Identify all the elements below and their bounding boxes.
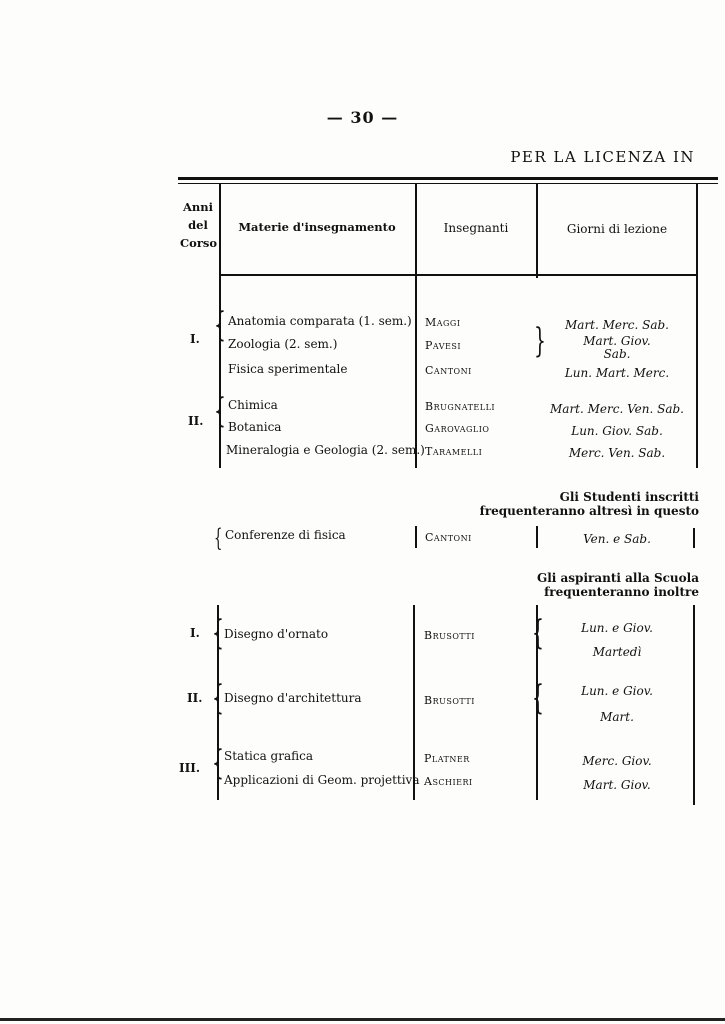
- brace: {: [214, 524, 223, 552]
- days: Mart. Merc. Ven. Sab.: [550, 402, 684, 416]
- header-years: Anni del Corso: [180, 200, 218, 250]
- days: Mart. Giov.: [583, 778, 651, 792]
- days: Lun. e Giov.: [581, 684, 653, 698]
- top-rule-thin: [178, 183, 718, 184]
- days: Mart. Merc. Sab.: [565, 318, 669, 332]
- teacher: Garovaglio: [425, 422, 490, 435]
- brace: {: [214, 305, 226, 345]
- year-label: III.: [179, 761, 201, 775]
- subject: Zoologia (2. sem.): [228, 337, 338, 351]
- days: Martedì: [592, 645, 642, 659]
- header-rule: [221, 274, 696, 276]
- teacher: Platner: [424, 752, 470, 765]
- year-label: II.: [187, 691, 203, 705]
- teacher: Brugnatelli: [425, 400, 496, 413]
- col-divider: [536, 526, 538, 548]
- col-divider: [536, 183, 538, 278]
- col-divider: [415, 526, 417, 548]
- days: Lun. Giov. Sab.: [571, 424, 663, 438]
- col-divider: [413, 605, 415, 800]
- brace: {: [532, 613, 544, 653]
- brace: {: [214, 391, 226, 431]
- subject: Statica grafica: [224, 749, 313, 763]
- teacher: Brusotti: [424, 629, 475, 642]
- teacher: Brusotti: [424, 694, 475, 707]
- brace: {: [212, 678, 224, 718]
- col-divider: [696, 183, 698, 278]
- subject: Botanica: [228, 420, 282, 434]
- col-divider: [415, 183, 417, 278]
- days: Mart. Giov.: [583, 334, 651, 348]
- page-number: — 30 —: [326, 108, 399, 127]
- brace: {: [212, 743, 224, 783]
- brace: }: [534, 321, 546, 361]
- days: Lun. Mart. Merc.: [564, 366, 670, 380]
- subject: Disegno d'ornato: [224, 627, 329, 641]
- col-divider: [696, 278, 698, 468]
- subject: Conferenze di fisica: [225, 528, 346, 542]
- days: Merc. Ven. Sab.: [568, 446, 666, 460]
- days: Mart.: [600, 710, 634, 724]
- scan-edge: [0, 1018, 725, 1021]
- note-line: frequenteranno inoltre: [544, 585, 699, 599]
- teacher: Cantoni: [425, 531, 472, 544]
- teacher: Taramelli: [425, 445, 483, 458]
- subject: Applicazioni di Geom. projettiva: [224, 773, 420, 787]
- header-subjects: Materie d'insegnamento: [238, 220, 396, 234]
- subject: Fisica sperimentale: [228, 362, 348, 376]
- days: Lun. e Giov.: [581, 621, 653, 635]
- days: Sab.: [603, 347, 631, 361]
- header-days: Giorni di lezione: [566, 222, 668, 236]
- year-label: I.: [190, 332, 200, 346]
- col-divider: [693, 605, 695, 805]
- teacher: Maggi: [425, 316, 461, 329]
- days: Ven. e Sab.: [583, 532, 651, 546]
- days: Merc. Giov.: [582, 754, 652, 768]
- teacher: Aschieri: [424, 775, 473, 788]
- teacher: Cantoni: [425, 364, 472, 377]
- col-divider: [219, 183, 221, 278]
- top-rule: [178, 177, 718, 180]
- header-teachers: Insegnanti: [443, 221, 509, 235]
- brace: {: [212, 613, 224, 653]
- note-line: Gli aspiranti alla Scuola: [536, 571, 699, 585]
- subject: Chimica: [228, 398, 278, 412]
- running-head: PER LA LICENZA IN: [510, 148, 695, 166]
- brace: {: [532, 678, 544, 718]
- year-label: I.: [190, 626, 200, 640]
- note-line: Gli Studenti inscritti: [559, 490, 699, 504]
- subject: Anatomia comparata (1. sem.): [228, 314, 412, 328]
- subject: Mineralogia e Geologia (2. sem.): [226, 443, 425, 457]
- note-line: frequenteranno altresì in questo: [479, 504, 699, 518]
- teacher: Pavesi: [425, 339, 462, 352]
- subject: Disegno d'architettura: [224, 691, 362, 705]
- col-divider: [693, 528, 695, 548]
- col-divider: [415, 278, 417, 468]
- year-label: II.: [188, 414, 204, 428]
